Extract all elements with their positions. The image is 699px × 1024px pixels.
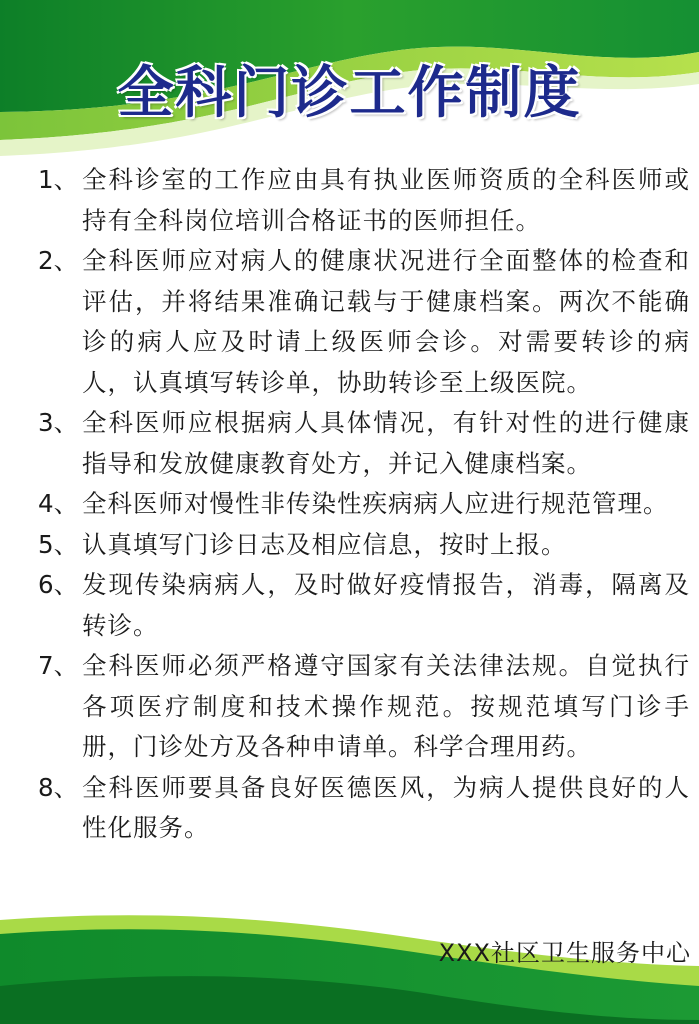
page-title: 全科门诊工作制度 — [117, 61, 582, 126]
rule-item — [38, 484, 690, 525]
rule-number: 3、 — [38, 408, 79, 437]
rule-item — [38, 768, 690, 849]
rules-list — [38, 160, 690, 849]
rule-item — [38, 565, 690, 646]
rule-text: 全科医师应根据病人具体情况，有针对性的进行健康指导和发放健康教育处方，并记入健康档案。 — [82, 408, 690, 478]
rule-number: 2、 — [38, 246, 79, 275]
organization-name: XXX社区卫生服务中心 — [438, 939, 691, 967]
rule-number: 4、 — [38, 489, 79, 518]
rule-item — [38, 646, 690, 768]
rule-item — [38, 525, 690, 566]
rule-text: 全科诊室的工作应由具有执业医师资质的全科医师或持有全科岗位培训合格证书的医师担任。 — [82, 165, 690, 235]
rule-text: 全科医师对慢性非传染性疾病病人应进行规范管理。 — [82, 489, 669, 518]
rule-number: 6、 — [38, 570, 79, 599]
rule-item — [38, 241, 690, 403]
rule-text: 认真填写门诊日志及相应信息，按时上报。 — [82, 529, 567, 559]
rule-number: 1、 — [38, 165, 79, 194]
rule-number: 8、 — [38, 772, 79, 802]
rule-number: 7、 — [38, 651, 79, 680]
rule-text: 发现传染病病人，及时做好疫情报告，消毒，隔离及转诊。 — [82, 570, 690, 640]
rule-item — [38, 160, 690, 241]
rule-text: 全科医师必须严格遵守国家有关法律法规。自觉执行各项医疗制度和技术操作规范。按规范填写门诊手册，门诊处方及各种申请单。科学合理用药。 — [82, 651, 690, 761]
rule-number: 5、 — [38, 529, 79, 559]
rule-text: 全科医师要具备良好医德医风，为病人提供良好的人性化服务。 — [82, 772, 690, 842]
rule-item — [38, 403, 690, 484]
rule-text: 全科医师应对病人的健康状况进行全面整体的检查和评估，并将结果准确记载与于健康档案。两次不能确诊的病人应及时请上级医师会诊。对需要转诊的病人，认真填写转诊单，协助转诊至上级医院。 — [82, 246, 690, 397]
